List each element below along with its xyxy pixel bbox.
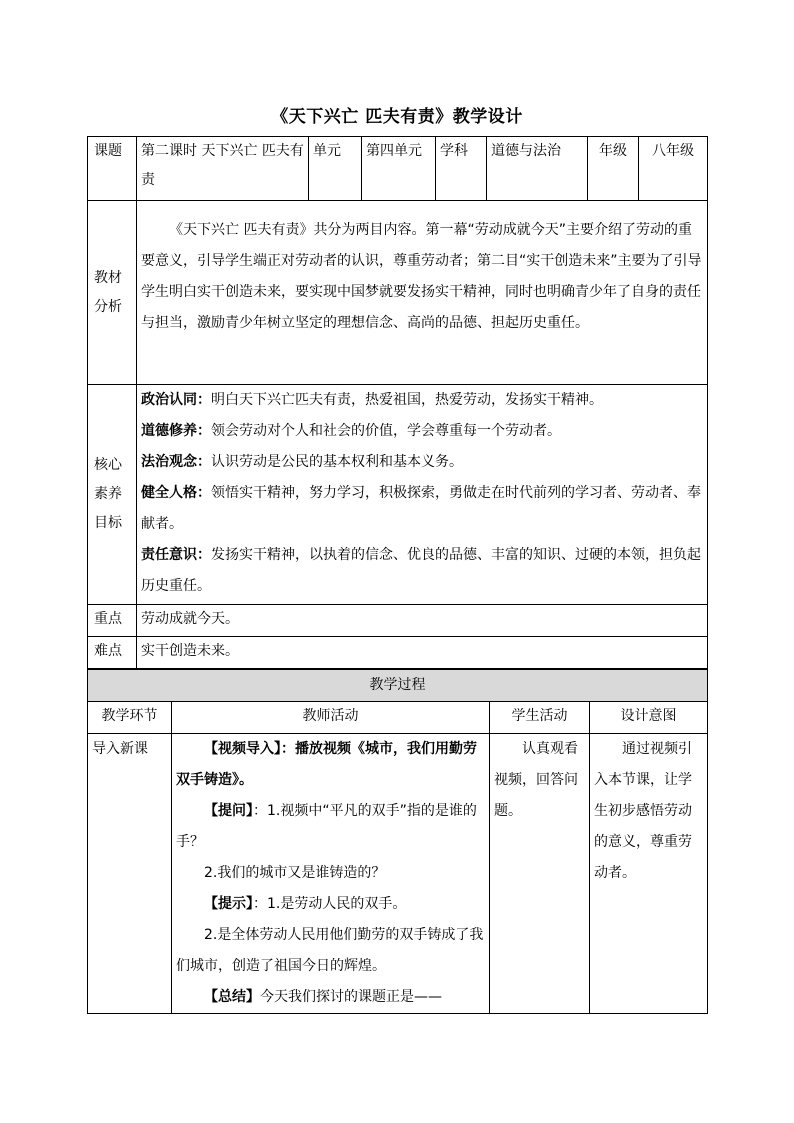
xueke-label: 学科 — [436, 137, 487, 201]
analysis-text: 《天下兴亡 匹夫有责》共分为两目内容。第一幕“劳动成就今天”主要介绍了劳动的重要意义，引导学生端正对劳动者的认识，尊重劳动者；第二目“实干创造未来”主要为了引导学生明白实干创造未来，要实现中国梦就要发扬实干精神，同时也明确青少年了自身的责任与担当，激励青少年树立坚定的理想信念、高尚的品德、担起历史重任。 — [137, 201, 708, 385]
goals-list — [137, 385, 708, 605]
goal-item: 道德修养：领会劳动对个人和社会的价值，学会尊重每一个劳动者。 — [141, 423, 561, 439]
key-point-row — [88, 605, 708, 637]
goals-label: 核心素养目标 — [88, 385, 137, 605]
goals-row — [88, 385, 708, 605]
col-stage: 教学环节 — [88, 702, 172, 734]
col-student: 学生活动 — [490, 702, 590, 734]
process-header-row — [88, 702, 708, 734]
header-row — [88, 137, 708, 201]
goal-item: 健全人格：领悟实干精神，努力学习，积极探索，勇做走在时代前列的学习者、劳动者、奉献者。 — [141, 485, 701, 532]
key-point-text: 劳动成就今天。 — [137, 605, 708, 637]
process-row — [88, 734, 708, 1014]
process-title: 教学过程 — [88, 670, 708, 702]
xueke-value: 道德与法治 — [487, 137, 588, 201]
keti-label: 课题 — [88, 137, 137, 201]
stage-cell: 导入新课 — [88, 734, 172, 1014]
col-teacher: 教师活动 — [172, 702, 490, 734]
nianji-value: 八年级 — [639, 137, 708, 201]
goal-item: 政治认同：明白天下兴亡匹夫有责，热爱祖国，热爱劳动，发扬实干精神。 — [141, 392, 603, 408]
analysis-row — [88, 201, 708, 385]
teacher-cell: 【视频导入】：播放视频《城市，我们用勤劳双手铸造》。 【提问】：1.视频中“平凡的双手”指的是谁的手？ 2.我们的城市又是谁铸造的？ 【提示】：1.是劳动人民的双手。 2.是全体劳动人民用他们勤劳的双手铸成了我们城市，创造了祖国今日的辉煌。 【总结】今天我们探讨的课题正是—— — [172, 734, 490, 1014]
intent-cell: 通过视频引入本节课，让学生初步感悟劳动的意义，尊重劳动者。 — [590, 734, 708, 1014]
keti-value: 第二课时 天下兴亡 匹夫有责 — [137, 137, 309, 201]
lesson-info-table — [87, 136, 708, 669]
goal-item: 责任意识：发扬实干精神，以执着的信念、优良的品德、丰富的知识、过硬的本领，担负起历史重任。 — [141, 547, 701, 594]
difficult-point-row — [88, 637, 708, 669]
nianji-label: 年级 — [588, 137, 639, 201]
difficult-point-text: 实干创造未来。 — [137, 637, 708, 669]
page-title: 《天下兴亡 匹夫有责》教学设计 — [271, 107, 523, 127]
danyuan-label: 单元 — [309, 137, 362, 201]
key-point-label: 重点 — [88, 605, 137, 637]
danyuan-value: 第四单元 — [362, 137, 436, 201]
teaching-process-table — [87, 669, 708, 1014]
student-cell: 认真观看视频，回答问题。 — [490, 734, 590, 1014]
analysis-label: 教材分析 — [88, 201, 137, 385]
goal-item: 法治观念：认识劳动是公民的基本权利和基本义务。 — [141, 454, 463, 470]
col-intent: 设计意图 — [590, 702, 708, 734]
difficult-point-label: 难点 — [88, 637, 137, 669]
